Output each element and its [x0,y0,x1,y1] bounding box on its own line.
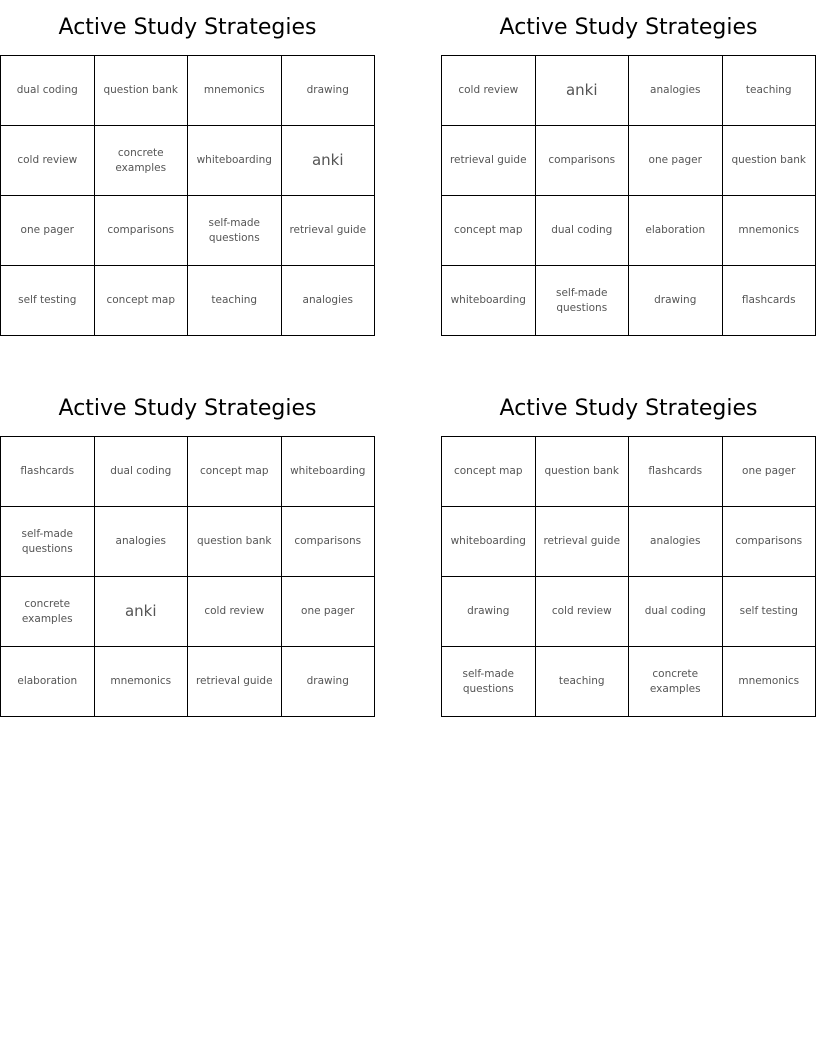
grid-row [442,266,816,336]
grid-cell: anki [94,577,188,647]
card-title: Active Study Strategies [58,15,317,40]
grid-cell: teaching [722,56,816,126]
bingo-card-1 [0,0,375,336]
grid-cell: flashcards [722,266,816,336]
grid-row [442,126,816,196]
grid-row [442,56,816,126]
grid-cell: one pager [629,126,723,196]
grid-cell: retrieval guide [188,647,282,717]
grid-cell: analogies [629,56,723,126]
grid-cell: analogies [281,266,375,336]
grid-cell: concept map [94,266,188,336]
grid-cell: question bank [188,507,282,577]
grid-cell: teaching [188,266,282,336]
grid-cell: concrete examples [94,126,188,196]
bingo-card-4 [441,381,816,717]
grid-cell: one pager [281,577,375,647]
grid-cell: comparisons [722,507,816,577]
grid-cell: flashcards [629,437,723,507]
grid-cell: mnemonics [722,647,816,717]
grid-cell: anki [281,126,375,196]
grid-cell: self-made questions [535,266,629,336]
grid-row [1,437,375,507]
grid-cell: dual coding [535,196,629,266]
grid-cell: self-made questions [442,647,536,717]
grid-cell: retrieval guide [535,507,629,577]
grid-cell: question bank [94,56,188,126]
grid-cell: one pager [1,196,95,266]
grid-cell: dual coding [1,56,95,126]
grid-cell: concept map [442,437,536,507]
grid-cell: comparisons [535,126,629,196]
grid-cell: whiteboarding [442,507,536,577]
grid-cell: retrieval guide [442,126,536,196]
grid-row [442,507,816,577]
card-title: Active Study Strategies [499,15,758,40]
grid-cell: comparisons [281,507,375,577]
card-title: Active Study Strategies [499,396,758,421]
grid-row [442,577,816,647]
grid-cell: one pager [722,437,816,507]
grid-cell: question bank [722,126,816,196]
grid-cell: teaching [535,647,629,717]
grid-cell: drawing [442,577,536,647]
grid-row [442,437,816,507]
bingo-grid [441,55,816,336]
grid-cell: cold review [535,577,629,647]
grid-cell: concept map [442,196,536,266]
grid-cell: self-made questions [1,507,95,577]
grid-row [1,647,375,717]
bingo-grid [0,55,375,336]
grid-cell: elaboration [1,647,95,717]
grid-cell: cold review [442,56,536,126]
bingo-grid [0,436,375,717]
bingo-grid [441,436,816,717]
grid-cell: analogies [629,507,723,577]
grid-cell: drawing [629,266,723,336]
grid-row [1,196,375,266]
grid-cell: dual coding [629,577,723,647]
grid-cell: analogies [94,507,188,577]
grid-cell: cold review [1,126,95,196]
grid-row [1,126,375,196]
grid-row [1,266,375,336]
grid-row [1,56,375,126]
grid-cell: self testing [1,266,95,336]
grid-row [1,507,375,577]
grid-cell: drawing [281,647,375,717]
grid-cell: self-made questions [188,196,282,266]
grid-cell: mnemonics [188,56,282,126]
grid-cell: whiteboarding [188,126,282,196]
grid-cell: comparisons [94,196,188,266]
bingo-card-2 [441,0,816,336]
bingo-card-3 [0,381,375,717]
card-title: Active Study Strategies [58,396,317,421]
grid-cell: mnemonics [94,647,188,717]
grid-row [442,647,816,717]
grid-cell: anki [535,56,629,126]
grid-cell: whiteboarding [281,437,375,507]
grid-cell: drawing [281,56,375,126]
grid-cell: elaboration [629,196,723,266]
grid-cell: flashcards [1,437,95,507]
grid-cell: self testing [722,577,816,647]
grid-row [442,196,816,266]
grid-cell: retrieval guide [281,196,375,266]
grid-cell: dual coding [94,437,188,507]
grid-cell: concrete examples [1,577,95,647]
grid-cell: concrete examples [629,647,723,717]
grid-cell: mnemonics [722,196,816,266]
grid-cell: question bank [535,437,629,507]
grid-cell: cold review [188,577,282,647]
grid-cell: concept map [188,437,282,507]
grid-cell: whiteboarding [442,266,536,336]
grid-row [1,577,375,647]
